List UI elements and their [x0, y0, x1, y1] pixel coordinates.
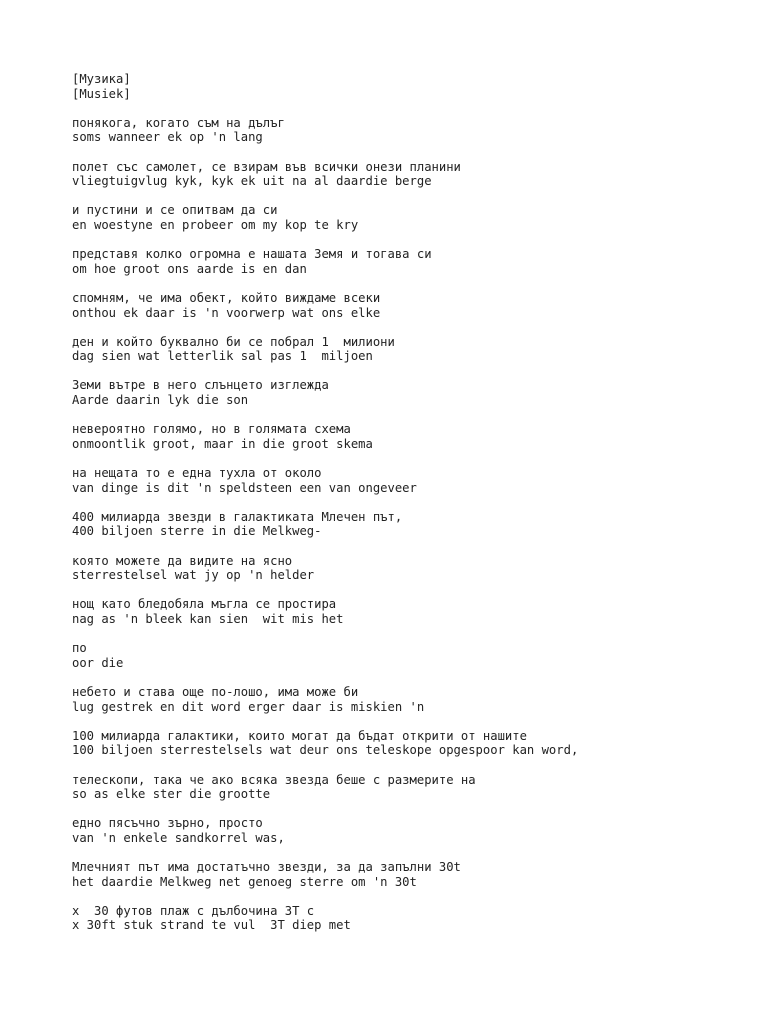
afrikaans-line: dag sien wat letterlik sal pas 1 miljoen: [72, 349, 373, 364]
afrikaans-line: het daardie Melkweg net genoeg sterre om 'n 30t: [72, 874, 417, 889]
afrikaans-line: onmoontlik groot, maar in die groot skema: [72, 436, 373, 451]
transcript-block: [72, 685, 732, 714]
transcript-block: [72, 729, 732, 758]
bulgarian-line: x 30 футов плаж с дълбочина 3Т с: [72, 903, 315, 918]
transcript-block: [72, 291, 732, 320]
transcript-block: [72, 816, 732, 845]
transcript-block: [72, 510, 732, 539]
bulgarian-line: и пустини и се опитвам да си: [72, 203, 278, 218]
afrikaans-line: soms wanneer ek op 'n lang: [72, 130, 263, 145]
transcript-block: [72, 160, 732, 189]
bulgarian-line: която можете да видите на ясно: [72, 553, 293, 568]
bulgarian-line: нощ като бледобяла мъгла се простира: [72, 597, 337, 612]
afrikaans-line: van 'n enkele sandkorrel was,: [72, 830, 285, 845]
afrikaans-line: en woestyne en probeer om my kop te kry: [72, 217, 359, 232]
bulgarian-line: едно пясъчно зърно, просто: [72, 816, 263, 831]
transcript-block: [72, 116, 732, 145]
transcript-block: [72, 597, 732, 626]
transcript-block: [72, 378, 732, 407]
bulgarian-line: телескопи, така че ако всяка звезда беше с размерите на: [72, 772, 476, 787]
afrikaans-line: oor die: [72, 655, 124, 670]
afrikaans-line: van dinge is dit 'n speldsteen een van ongeveer: [72, 480, 417, 495]
bulgarian-line: на нещата то е една тухла от около: [72, 466, 322, 481]
bulgarian-line: ден и който буквално би се побрал 1 милиони: [72, 334, 395, 349]
transcript-block: [72, 773, 732, 802]
bulgarian-line: понякога, когато съм на дълъг: [72, 115, 285, 130]
afrikaans-line: onthou ek daar is 'n voorwerp wat ons elke: [72, 305, 381, 320]
transcript-block: [72, 203, 732, 232]
afrikaans-line: Aarde daarin lyk die son: [72, 393, 249, 408]
bulgarian-line: Земи вътре в него слънцето изглежда: [72, 378, 329, 393]
afrikaans-line: so as elke ster die grootte: [72, 787, 271, 802]
transcript-block: [72, 641, 732, 670]
transcript-block: [72, 72, 732, 101]
bulgarian-line: 100 милиарда галактики, които могат да бъдат открити от нашите: [72, 728, 527, 743]
bulgarian-line: по: [72, 641, 87, 656]
transcript-block: [72, 335, 732, 364]
transcript-block: [72, 904, 732, 933]
bulgarian-line: невероятно голямо, но в голямата схема: [72, 422, 351, 437]
bulgarian-line: небето и става още по-лошо, има може би: [72, 684, 359, 699]
transcript-block: [72, 554, 732, 583]
afrikaans-line: om hoe groot ons aarde is en dan: [72, 261, 307, 276]
afrikaans-line: [Musiek]: [72, 86, 131, 101]
afrikaans-line: sterrestelsel wat jy op 'n helder: [72, 568, 315, 583]
bulgarian-line: представя колко огромна е нашата Земя и тогава си: [72, 247, 432, 262]
bulgarian-line: Млечният път има достатъчно звезди, за да запълни 30t: [72, 860, 461, 875]
transcript-block: [72, 422, 732, 451]
afrikaans-line: nag as 'n bleek kan sien wit mis het: [72, 611, 344, 626]
afrikaans-line: lug gestrek en dit word erger daar is miskien 'n: [72, 699, 425, 714]
bulgarian-line: спомням, че има обект, който виждаме всеки: [72, 290, 381, 305]
afrikaans-line: vliegtuigvlug kyk, kyk ek uit na al daardie berge: [72, 174, 432, 189]
afrikaans-line: 100 biljoen sterrestelsels wat deur ons teleskope opgespoor kan word,: [72, 743, 579, 758]
bulgarian-line: [Музика]: [72, 72, 131, 86]
afrikaans-line: x 30ft stuk strand te vul 3T diep met: [72, 918, 351, 933]
bulgarian-line: 400 милиарда звезди в галактиката Млечен път,: [72, 509, 403, 524]
transcript-block: [72, 466, 732, 495]
afrikaans-line: 400 biljoen sterre in die Melkweg-: [72, 524, 322, 539]
bulgarian-line: полет със самолет, се взирам във всички онези планини: [72, 159, 461, 174]
transcript-block: [72, 860, 732, 889]
transcript-block: [72, 247, 732, 276]
transcript-page: [72, 72, 732, 948]
